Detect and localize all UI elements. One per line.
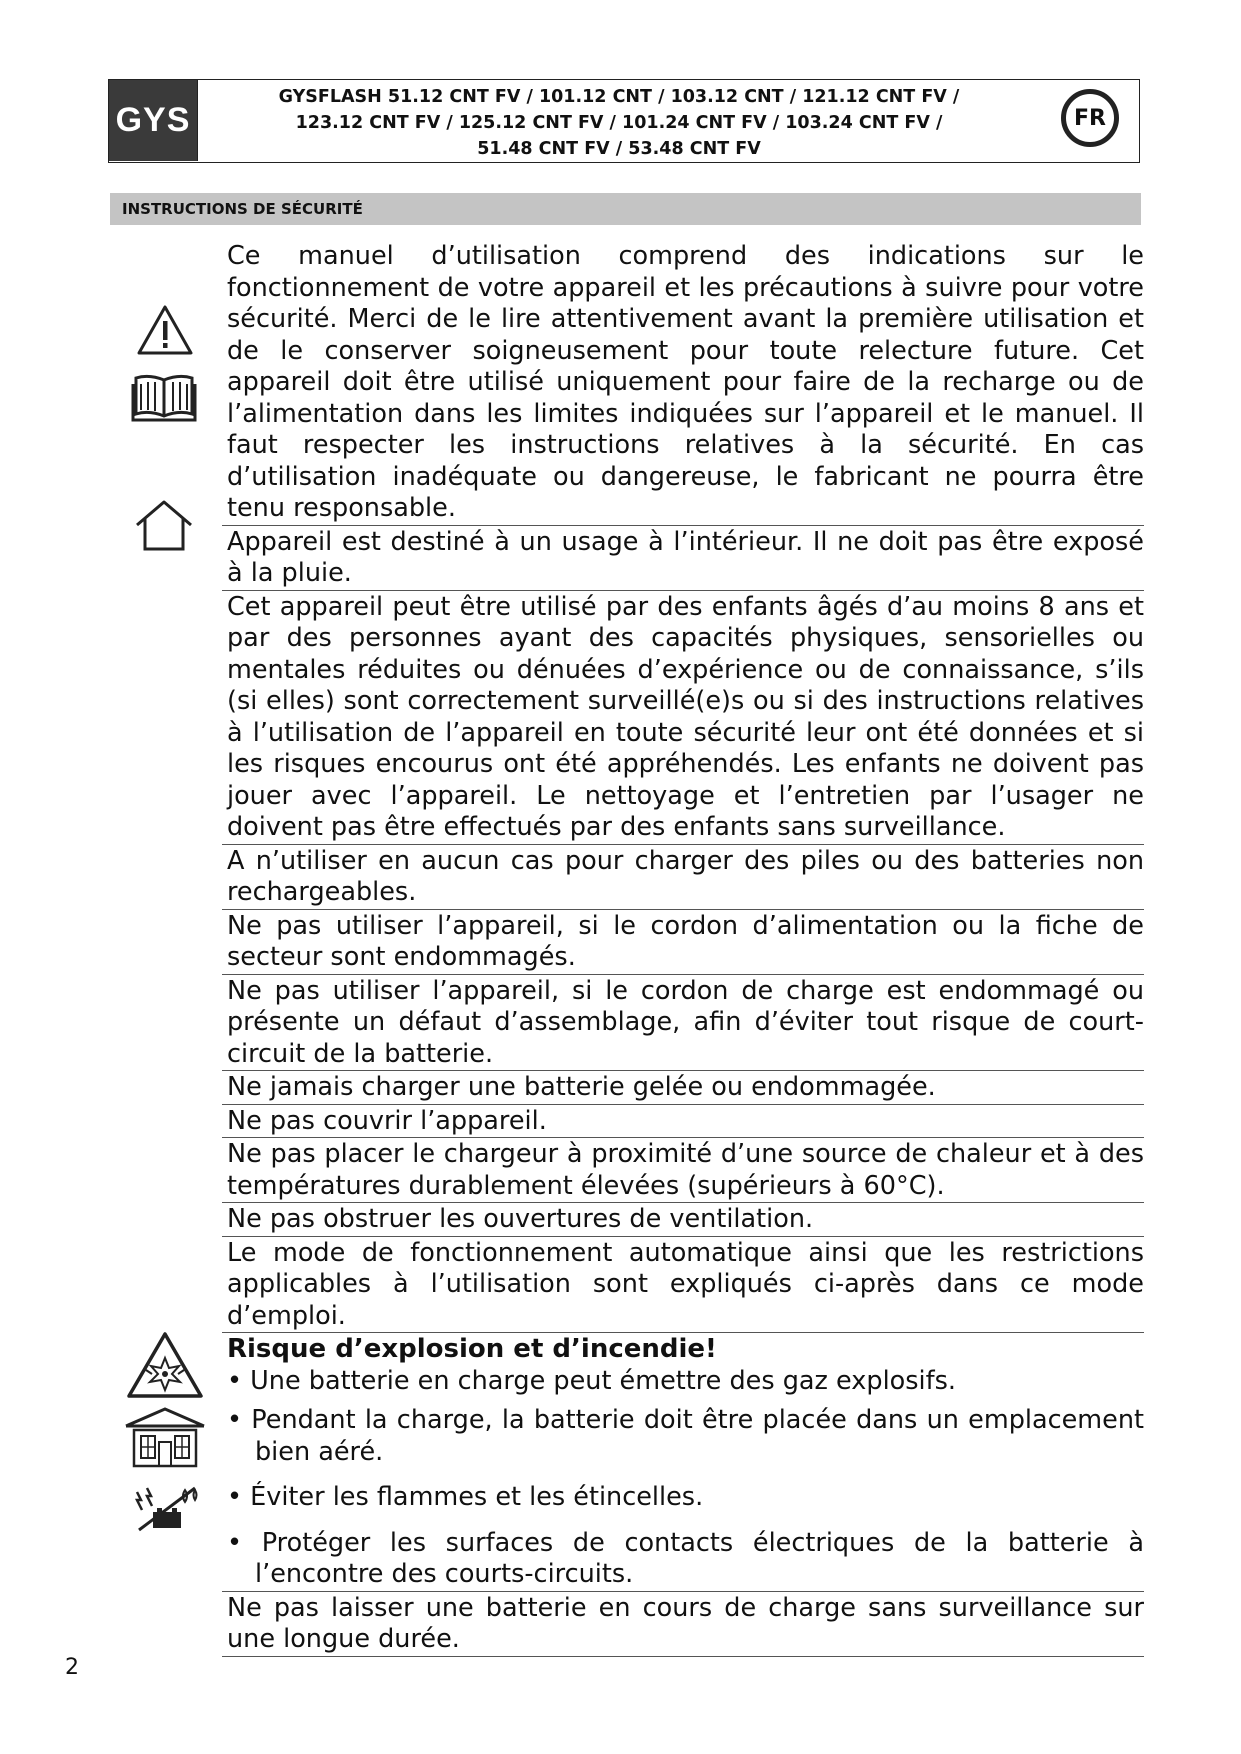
heat-source-text: Ne pas placer le chargeur à proximité d’une source de chaleur et à des températures durablement élevées (supérieurs à 60°C).	[227, 1139, 1144, 1201]
auto-mode-paragraph	[222, 1237, 1144, 1334]
warning-triangle-icon	[136, 304, 194, 356]
product-models-title	[209, 84, 1029, 162]
indoor-use-paragraph	[222, 526, 1144, 591]
explosion-bullet-gas: • Une batterie en charge peut émettre des gaz explosifs.	[227, 1365, 956, 1396]
explosion-bullet-ventilated: • Pendant la charge, la batterie doit être placée dans un emplacement bien aéré.	[227, 1405, 1144, 1467]
document-header	[108, 79, 1140, 163]
no-flames-sparks-icon	[131, 1484, 203, 1532]
charge-cord-paragraph	[222, 975, 1144, 1072]
page-number: 2	[65, 1655, 79, 1680]
title-line-3: 51.48 CNT FV / 53.48 CNT FV	[477, 139, 761, 159]
frozen-battery-text: Ne jamais charger une batterie gelée ou endommagée.	[227, 1072, 936, 1102]
explosion-warning-icon	[126, 1330, 204, 1400]
ventilation-text: Ne pas obstruer les ouvertures de ventilation.	[227, 1204, 814, 1234]
explosion-risk-section	[222, 1333, 1144, 1592]
manual-book-icon	[131, 372, 197, 422]
explosion-bullet-contacts: • Protéger les surfaces de contacts électriques de la batterie à l’encontre des courts-circuits.	[227, 1527, 1144, 1589]
gys-logo: GYS	[109, 80, 198, 161]
power-cord-text: Ne pas utiliser l’appareil, si le cordon d’alimentation ou la fiche de secteur sont endommagés.	[227, 910, 1144, 972]
indoor-house-icon	[133, 498, 195, 552]
charge-cord-text: Ne pas utiliser l’appareil, si le cordon de charge est endommagé ou présente un défaut d’assemblage, afin d’éviter tout risque de court-circuit de la batterie.	[227, 975, 1144, 1069]
children-text: Cet appareil peut être utilisé par des enfants âgés d’au moins 8 ans et par des personnes ayant des capacités physiques, sensorielles ou mentales réduites ou dénuées d’expérience ou de connaissance, s’ils (si elles) sont correctement surveillé(e)s ou si des instructions relatives à l’utilisation de l’appareil en toute sécurité leur ont été données et si les risques encourus ont été appréhendés. Les enfants ne doivent pas jouer avec l’appareil. Le nettoyage et l’entretien par l’usager ne doivent pas être effectués par des enfants sans surveillance.	[227, 591, 1144, 842]
frozen-battery-paragraph	[222, 1071, 1144, 1105]
explosion-bullet-flames: • Éviter les flammes et les étincelles.	[227, 1482, 704, 1512]
explosion-risk-title: Risque d’explosion et d’incendie!	[227, 1334, 717, 1364]
unattended-charge-paragraph	[222, 1592, 1144, 1657]
unattended-charge-text: Ne pas laisser une batterie en cours de charge sans surveillance sur une longue durée.	[227, 1592, 1144, 1654]
ventilated-room-icon	[124, 1406, 206, 1468]
title-line-1: GYSFLASH 51.12 CNT FV / 101.12 CNT / 103.12 CNT / 121.12 CNT FV /	[278, 87, 960, 107]
auto-mode-text: Le mode de fonctionnement automatique ainsi que les restrictions applicables à l’utilisation sont expliqués ci-après dans ce mode d’emploi.	[227, 1237, 1144, 1331]
language-badge: FR	[1061, 89, 1119, 147]
manual-intro-text: Ce manuel d’utilisation comprend des indications sur le fonctionnement de votre appareil et les précautions à suivre pour votre sécurité. Merci de le lire attentivement avant la première utilisation et de le conserver soigneusement pour toute relecture future. Cet appareil doit être utilisé uniquement pour faire de la recharge ou de l’alimentation dans les limites indiquées sur l’appareil et le manuel. Il faut respecter les instructions relatives à la sécurité. En cas d’utilisation inadéquate ou dangereuse, le fabricant ne pourra être tenu responsable.	[227, 241, 1144, 523]
section-title: INSTRUCTIONS DE SÉCURITÉ	[110, 193, 1141, 225]
cover-text: Ne pas couvrir l’appareil.	[227, 1105, 547, 1136]
cover-paragraph	[222, 1105, 1144, 1139]
power-cord-paragraph	[222, 910, 1144, 975]
ventilation-paragraph	[222, 1203, 1144, 1237]
safety-instructions-content	[222, 240, 1144, 1657]
indoor-use-text: Appareil est destiné à un usage à l’intérieur. Il ne doit pas être exposé à la pluie.	[227, 526, 1144, 588]
non-rechargeable-paragraph	[222, 845, 1144, 910]
manual-intro-paragraph	[222, 240, 1144, 526]
children-paragraph	[222, 591, 1144, 845]
title-line-2: 123.12 CNT FV / 125.12 CNT FV / 101.24 CNT FV / 103.24 CNT FV /	[295, 113, 943, 133]
heat-source-paragraph	[222, 1138, 1144, 1203]
non-rechargeable-text: A n’utiliser en aucun cas pour charger des piles ou des batteries non rechargeables.	[227, 845, 1144, 907]
